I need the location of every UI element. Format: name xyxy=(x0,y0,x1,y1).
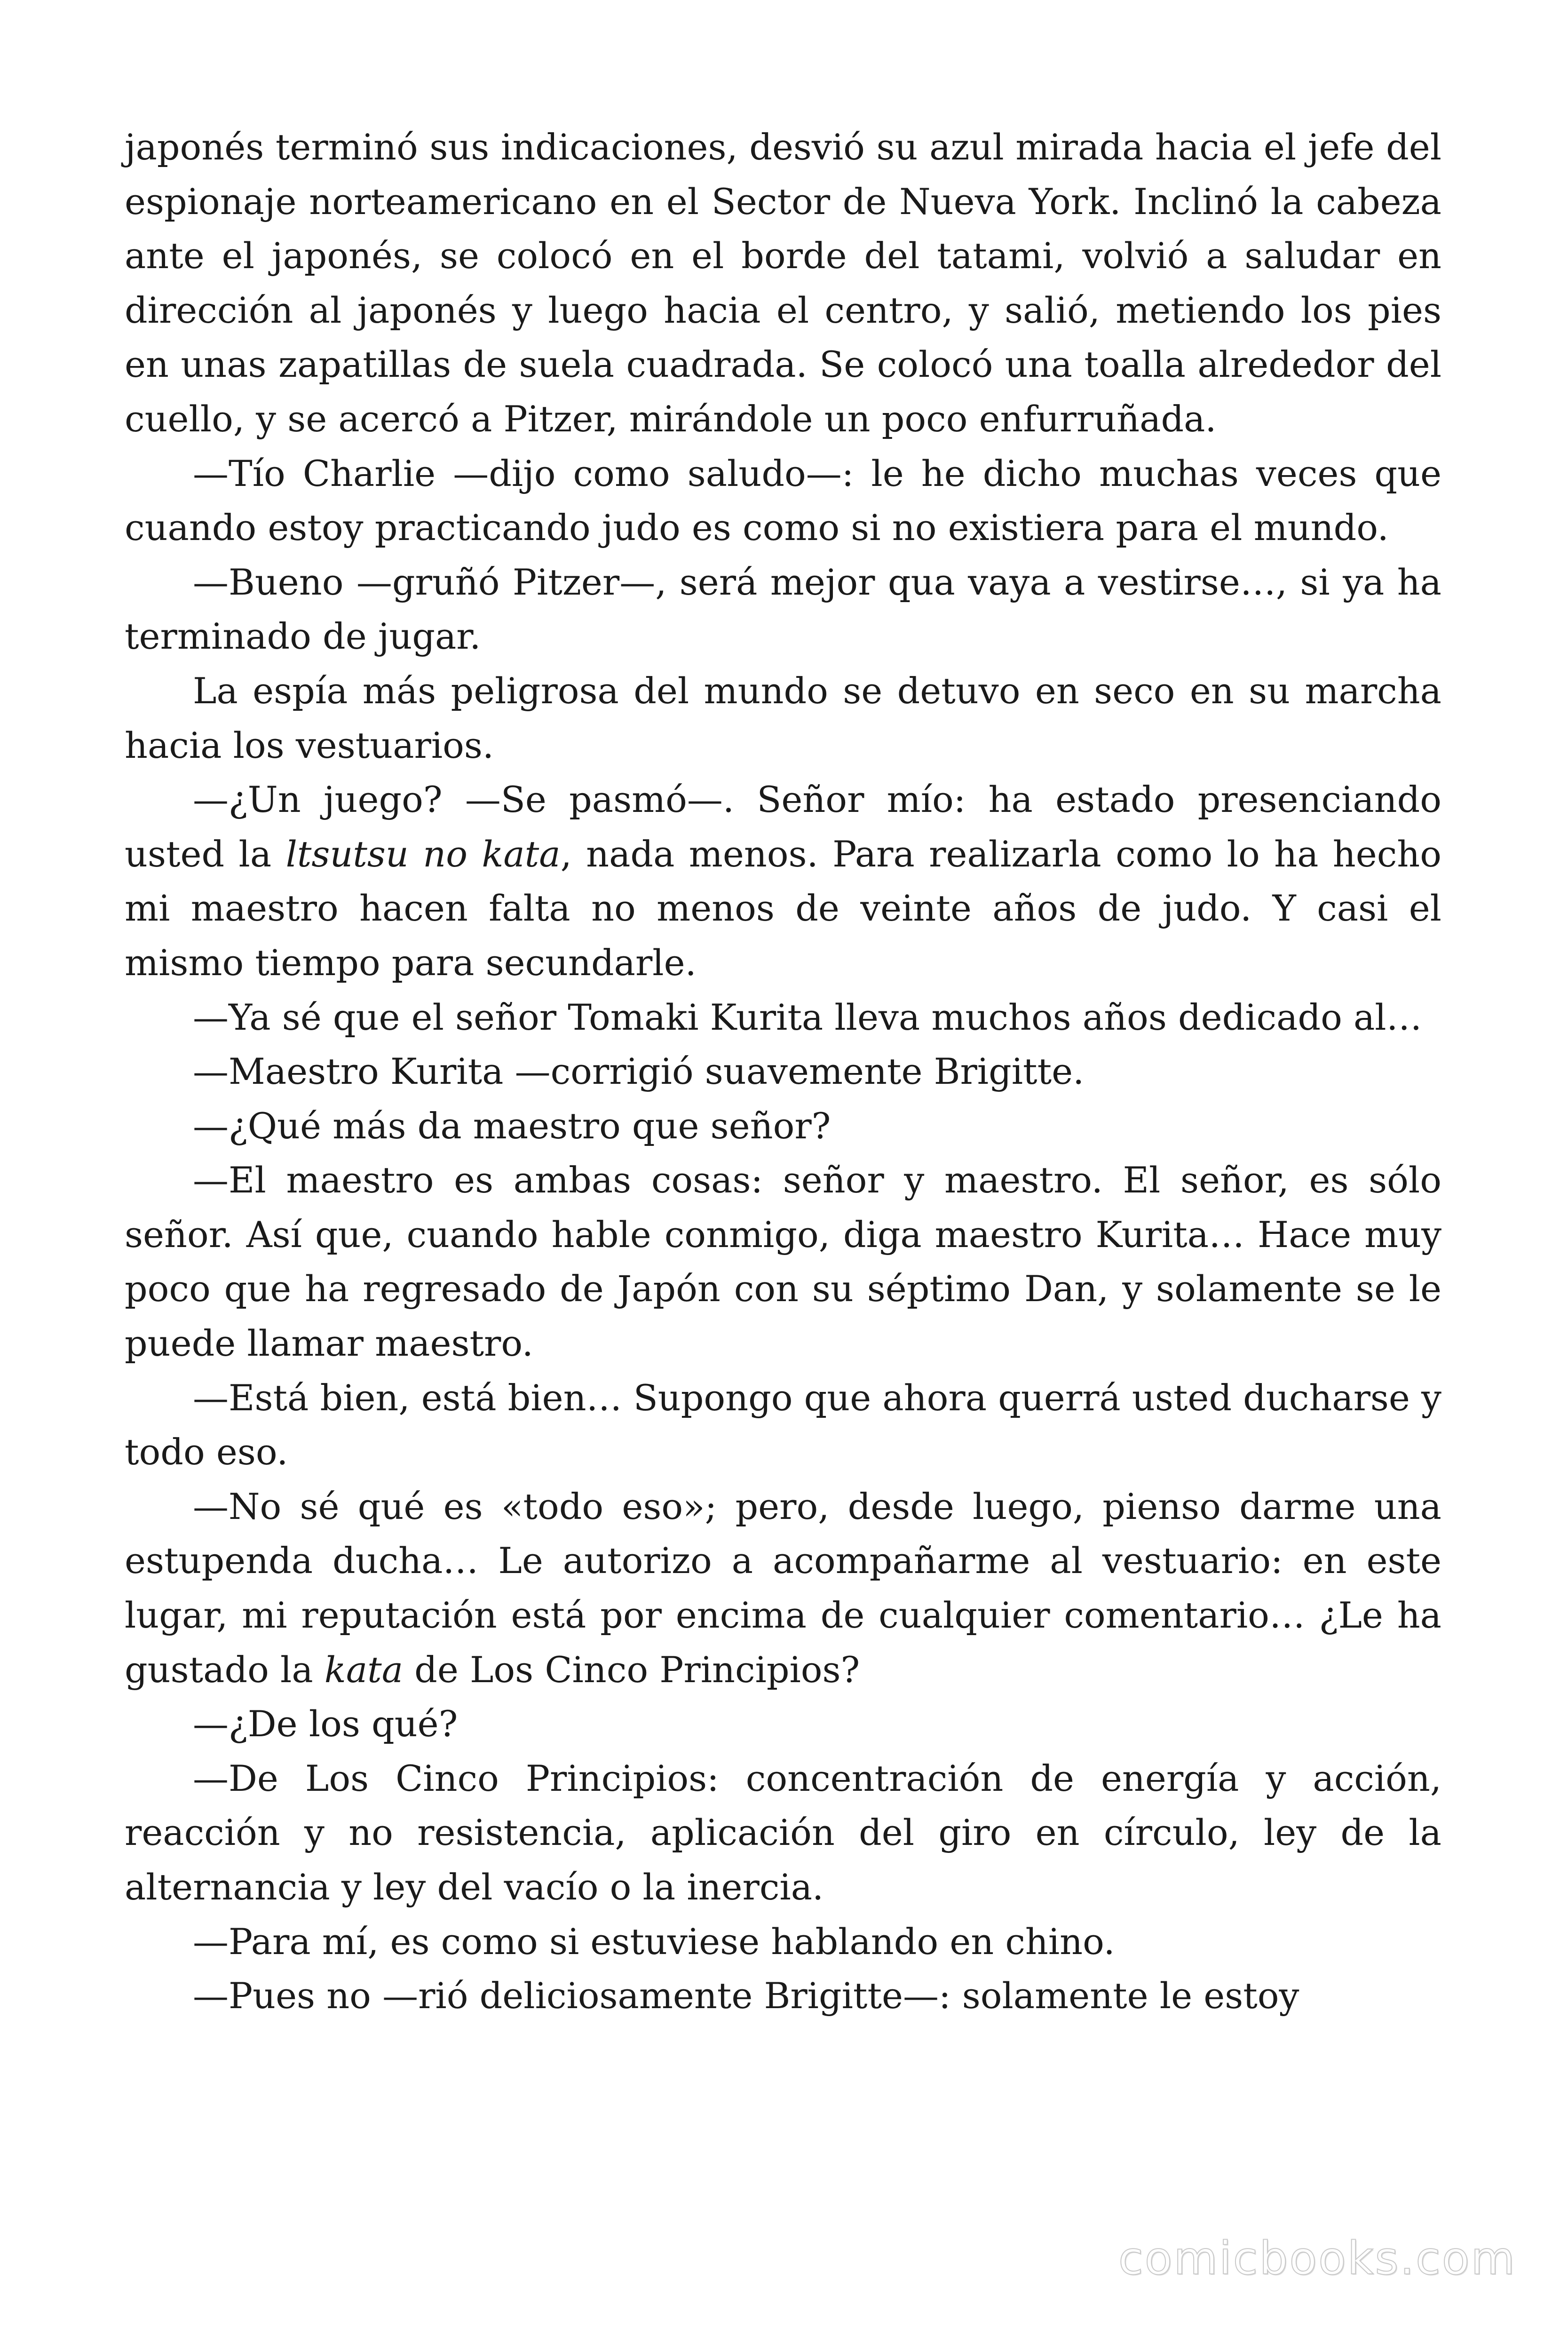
italic-term: kata xyxy=(324,1648,404,1691)
paragraph xyxy=(125,990,1441,1045)
text-run: —Pues no —rió deliciosamente Brigitte—: solamente le estoy xyxy=(193,1975,1299,2017)
body-text xyxy=(125,120,1441,2023)
text-run: —El maestro es ambas cosas: señor y maestro. El señor, es sólo señor. Así que, cuando hable conmigo, diga maestro Kurita… Hace muy poco que ha regresado de Japón con su séptimo Dan, y solamente se le puede llamar maestro. xyxy=(125,1159,1441,1365)
paragraph xyxy=(125,446,1441,555)
text-run: japonés terminó sus indicaciones, desvió su azul mirada hacia el jefe del espionaje norteamericano en el Sector de Nueva York. Inclinó la cabeza ante el japonés, se colocó en el borde del tatami, volvió a saludar en dirección al japonés y luego hacia el centro, y salió, metiendo los pies en unas zapatillas de suela cuadrada. Se colocó una toalla alrededor del cuello, y se acercó a Pitzer, mirándole un poco enfurruñada. xyxy=(125,126,1441,440)
paragraph xyxy=(125,1479,1441,1697)
text-run: —¿Un juego? —Se pasmó—. Señor mío: ha estado presenciando usted la xyxy=(125,779,1441,875)
text-run: de Los Cinco Principios? xyxy=(403,1648,860,1691)
text-run: —¿De los qué? xyxy=(193,1703,458,1745)
paragraph xyxy=(125,120,1441,446)
text-run: La espía más peligrosa del mundo se detuvo en seco en su marcha hacia los vestuarios. xyxy=(125,669,1441,766)
text-run: —De Los Cinco Principios: concentración de energía y acción, reacción y no resistencia, aplicación del giro en círculo, ley de la alternancia y ley del vacío o la inercia. xyxy=(125,1757,1441,1908)
text-run: —Tío Charlie —dijo como saludo—: le he dicho muchas veces que cuando estoy practicando judo es como si no existiera para el mundo. xyxy=(125,452,1441,549)
text-run: —Está bien, está bien… Supongo que ahora querrá usted ducharse y todo eso. xyxy=(125,1376,1441,1473)
paragraph xyxy=(125,1969,1441,2023)
paragraph xyxy=(125,1371,1441,1479)
watermark: comicbooks.com xyxy=(1118,2232,1516,2285)
text-run: —Para mí, es como si estuviese hablando en chino. xyxy=(193,1920,1115,1963)
paragraph xyxy=(125,1697,1441,1751)
paragraph xyxy=(125,772,1441,990)
italic-term: ltsutsu no kata xyxy=(285,833,561,875)
text-run: , nada menos. Para realizarla como lo ha hecho mi maestro hacen falta no menos de veinte años de judo. Y casi el mismo tiempo para secundarle. xyxy=(125,833,1441,984)
text-run: —Maestro Kurita —corrigió suavemente Brigitte. xyxy=(193,1050,1085,1093)
paragraph xyxy=(125,664,1441,772)
paragraph xyxy=(125,1751,1441,1915)
paragraph xyxy=(125,555,1441,664)
paragraph xyxy=(125,1153,1441,1370)
text-run: —No sé qué es «todo eso»; pero, desde luego, pienso darme una estupenda ducha… Le autorizo a acompañarme al vestuario: en este lugar, mi reputación está por encima de cualquier comentario… ¿Le ha gustado la xyxy=(125,1485,1441,1691)
paragraph xyxy=(125,1044,1441,1099)
text-run: —Bueno —gruñó Pitzer—, será mejor qua vaya a vestirse…, si ya ha terminado de jugar. xyxy=(125,561,1441,658)
paragraph xyxy=(125,1915,1441,1969)
text-run: —Ya sé que el señor Tomaki Kurita lleva muchos años dedicado al… xyxy=(193,996,1422,1038)
paragraph xyxy=(125,1099,1441,1153)
text-run: —¿Qué más da maestro que señor? xyxy=(193,1104,831,1147)
